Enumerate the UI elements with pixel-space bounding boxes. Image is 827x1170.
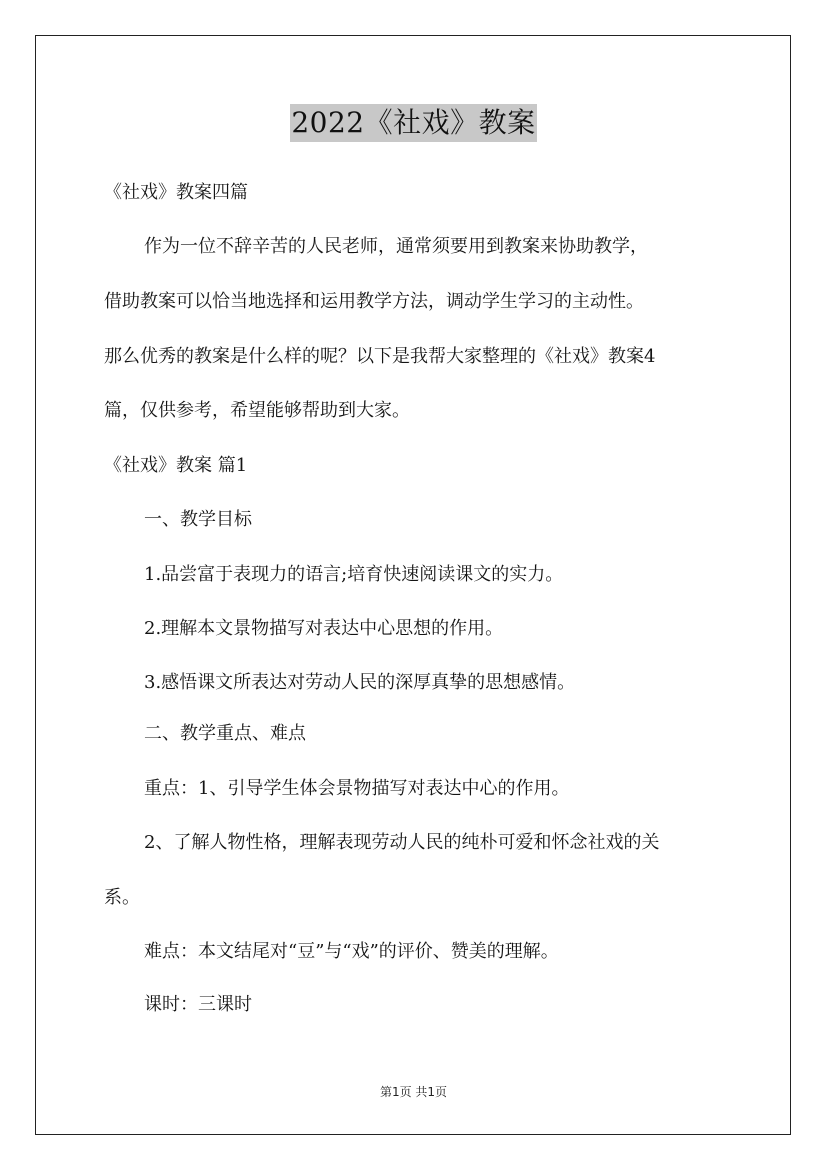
list-item: 2.理解本文景物描写对表达中心思想的作用。 (144, 618, 504, 639)
paragraph-line: 重点：1、引导学生体会景物描写对表达中心的作用。 (144, 778, 570, 799)
section-heading: 《社戏》教案 篇1 (104, 455, 248, 476)
subsection-heading: 一、教学目标 (144, 509, 252, 530)
section-heading: 《社戏》教案四篇 (104, 182, 248, 203)
title-container (0, 104, 827, 142)
paragraph-line: 篇，仅供参考，希望能够帮助到大家。 (104, 400, 410, 421)
paragraph-line: 难点：本文结尾对“豆”与“戏”的评价、赞美的理解。 (144, 941, 559, 962)
paragraph-line: 借助教案可以恰当地选择和运用教学方法，调动学生学习的主动性。 (104, 291, 644, 312)
paragraph-line: 2、了解人物性格，理解表现劳动人民的纯朴可爱和怀念社戏的关 (144, 832, 660, 853)
paragraph-line: 那么优秀的教案是什么样的呢？以下是我帮大家整理的《社戏》教案4 (104, 346, 656, 367)
subsection-heading: 二、教学重点、难点 (144, 723, 306, 744)
list-item: 3.感悟课文所表达对劳动人民的深厚真挚的思想感情。 (144, 672, 576, 693)
list-item: 1.品尝富于表现力的语言;培育快速阅读课文的实力。 (144, 564, 564, 585)
page-footer: 第1页 共1页 (379, 1085, 448, 1099)
paragraph-line: 课时：三课时 (144, 994, 252, 1015)
document-title: 2022《社戏》教案 (290, 104, 536, 142)
paragraph-line: 系。 (104, 887, 140, 908)
paragraph-line: 作为一位不辞辛苦的人民老师，通常须要用到教案来协助教学， (144, 236, 648, 257)
